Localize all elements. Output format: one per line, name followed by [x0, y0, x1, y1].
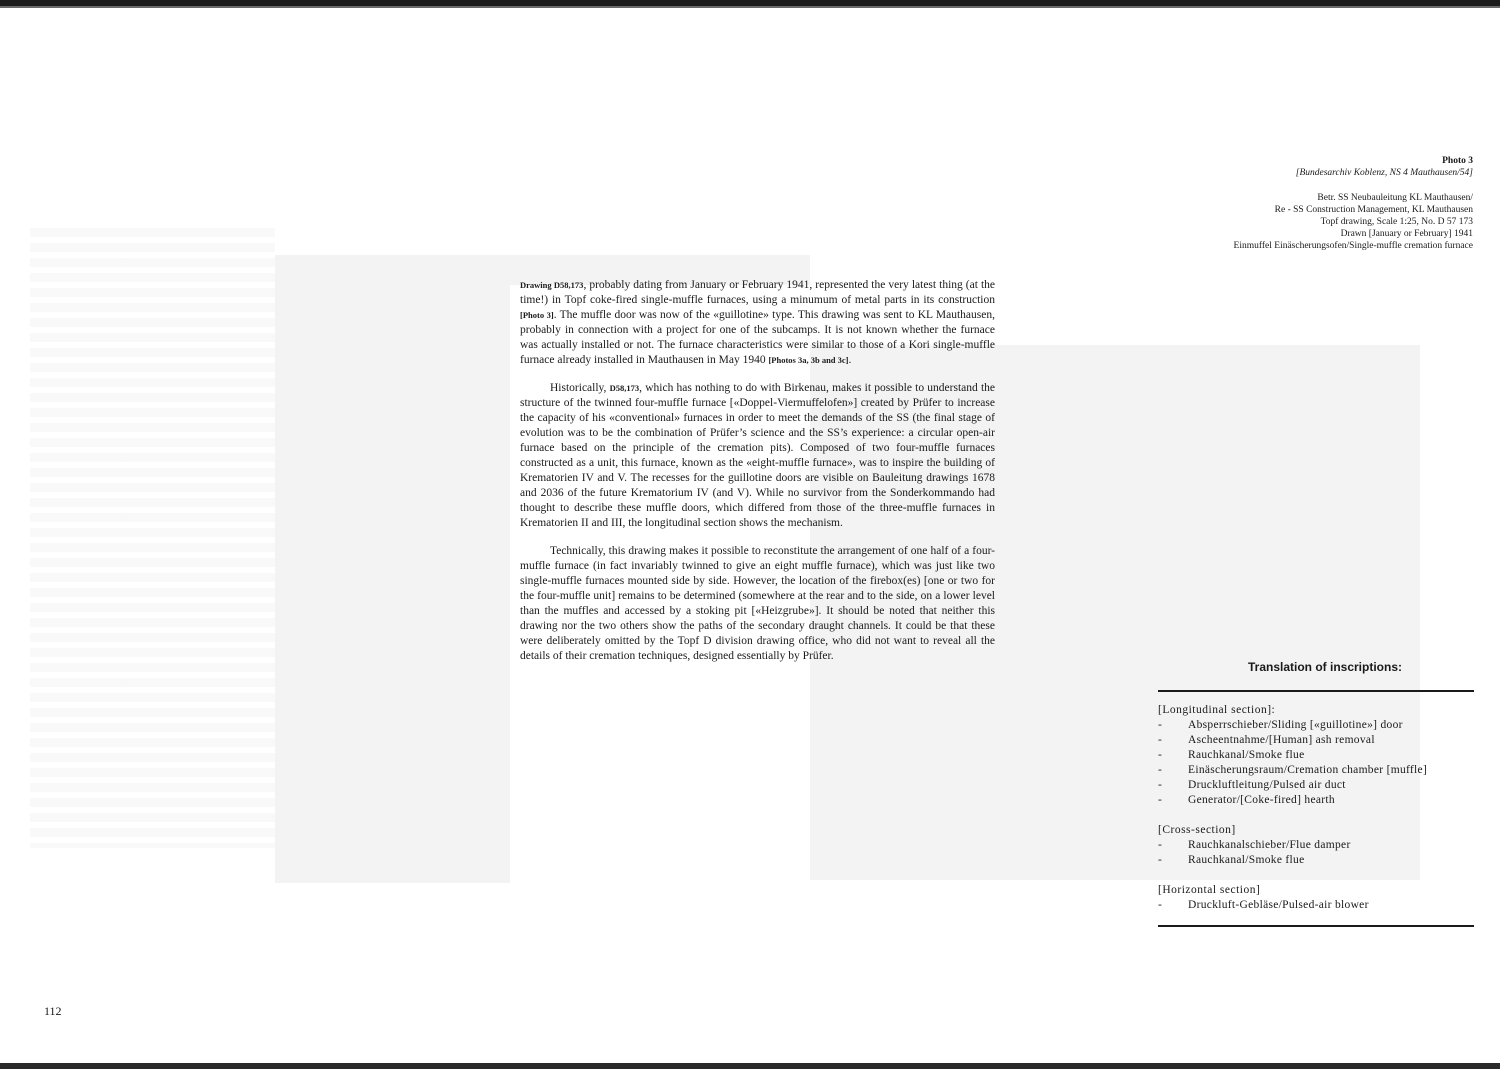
list-item: - Einäscherungsraum/Cremation chamber [muffle] [1158, 764, 1428, 776]
list-item: - Generator/[Coke-fired] hearth [1158, 794, 1335, 806]
list-item: - Absperrschieber/Sliding [«guillotine»] door [1158, 719, 1403, 731]
photo-caption [1234, 155, 1473, 252]
translation-panel [1158, 660, 1474, 927]
caption-line: Einmuffel Einäscherungsofen/Single-muffle cremation furnace [1233, 241, 1473, 251]
list-item: - Rauchkanalschieber/Flue damper [1158, 839, 1351, 851]
photo-label: Photo 3 [1442, 156, 1473, 166]
caption-line: Drawn [January or February] 1941 [1340, 229, 1473, 239]
group-title: [Horizontal section] [1158, 884, 1261, 896]
list-item: - Druckluftleitung/Pulsed air duct [1158, 779, 1346, 791]
show-through-left [275, 255, 510, 883]
photo-source: [Bundesarchiv Koblenz, NS 4 Mauthausen/54] [1295, 168, 1473, 178]
caption-line: Betr. SS Neubauleitung KL Mauthausen/ [1317, 193, 1473, 203]
group-title: [Longitudinal section]: [1158, 704, 1276, 716]
divider [1158, 925, 1474, 927]
list-item: - Druckluft-Gebläse/Pulsed-air blower [1158, 899, 1369, 911]
list-item: - Rauchkanal/Smoke flue [1158, 749, 1305, 761]
page-number: 112 [44, 1004, 62, 1018]
divider [1158, 690, 1474, 692]
scan-edge-bottom [0, 1063, 1500, 1069]
drawing-ref: D58,173 [609, 383, 640, 393]
translation-title: Translation of inscriptions: [1247, 660, 1402, 674]
caption-line: Topf drawing, Scale 1:25, No. D 57 173 [1320, 217, 1473, 227]
cross-section-group [1158, 823, 1474, 868]
horizontal-section-group [1158, 883, 1474, 913]
caption-line: Re - SS Construction Management, KL Mauthausen [1274, 205, 1473, 215]
paragraph-3: Technically, this drawing makes it possible to reconstitute the arrangement of one half of a four-muffle furnace (in fact invariably twinned to give an eight muffle furnace), which was just like two single-muffle furnaces mounted side by side. However, the location of the firebox(es) [one or two for the four-muffle unit] remains to be determined (somewhere at the rear and to the side, on a lower level than the muffles and accessed by a stoking pit [«Heizgrube»]. It should be noted that neither this drawing nor the two others show the paths of the secondary draught channels. It could be that these were deliberately omitted by the Topf D division drawing office, who did not want to reveal all the details of their cremation techniques, designed essentially by Prüfer. [520, 545, 995, 662]
scan-edge-top-thin [0, 6, 1500, 8]
list-item: - Rauchkanal/Smoke flue [1158, 854, 1305, 866]
list-item: - Ascheentnahme/[Human] ash removal [1158, 734, 1375, 746]
drawing-ref: Drawing D58,173 [520, 280, 584, 290]
group-title: [Cross-section] [1158, 824, 1236, 836]
photo-ref: [Photo 3] [520, 310, 554, 320]
photo-ref: [Photos 3a, 3b and 3c] [768, 355, 849, 365]
paragraph-2: Historically, D58,173, which has nothing to do with Birkenau, makes it possible to understand the structure of the twinned four-muffle furnace [«Doppel-Viermuffelofen»] created by Prüfer to increase the capacity of his «conventional» furnaces in order to meet the demands of the SS (the final stage of evolution was to be the combination of Prüfer’s science and the SS’s experience: a circular open-air furnace based on the principle of the cremation pits). Composed of two four-muffle furnaces constructed as a unit, this furnace, known as the «eight-muffle furnace», was to inspire the building of Krematorien IV and V. The recesses for the guillotine doors are visible on Bauleitung drawings 1678 and 2036 of the future Krematorium IV (and V). While no survivor from the Sonderkommando had thought to describe these muffle doors, which differed from those of the three-muffle furnaces in Krematorien II and III, the longitudinal section shows the mechanism. [520, 382, 995, 529]
show-through-text [30, 228, 275, 848]
longitudinal-group [1158, 703, 1474, 808]
paragraph-1: Drawing D58,173, probably dating from January or February 1941, represented the very latest thing (at the time!) in Topf coke-fired single-muffle furnaces, using a minumum of metal parts in its construction [Photo 3]. The muffle door was now of the «guillotine» type. This drawing was sent to KL Mauthausen, probably in connection with a project for one of the subcamps. It is not known whether the furnace was actually installed or not. The furnace characteristics were similar to those of a Kori single-muffle furnace already installed in Mauthausen in May 1940 [Photos 3a, 3b and 3c]. [520, 279, 995, 366]
body-text [520, 278, 995, 677]
